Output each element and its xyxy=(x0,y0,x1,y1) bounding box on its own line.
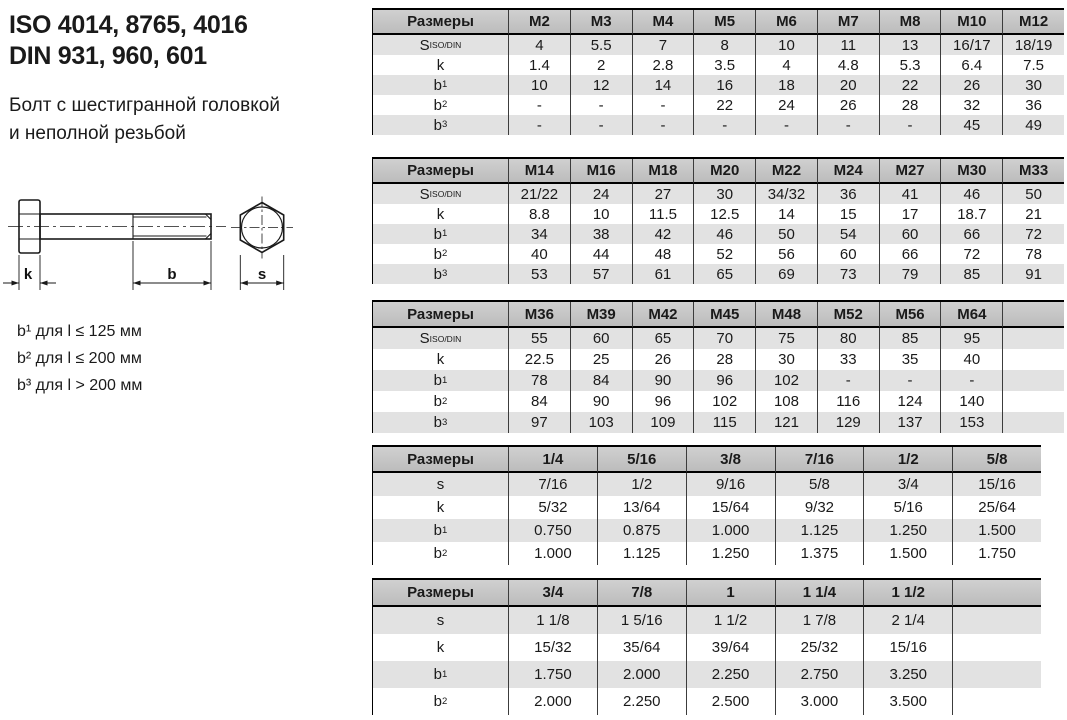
table-corner-header: Размеры xyxy=(373,580,508,607)
cell: 5/32 xyxy=(508,496,597,519)
table-corner-header: Размеры xyxy=(373,10,508,35)
cell: 42 xyxy=(632,224,694,244)
row-label: S ISO/DIN xyxy=(373,184,508,204)
cell: 60 xyxy=(879,224,941,244)
row-label: b 3 xyxy=(373,264,508,284)
cell: 40 xyxy=(940,349,1002,370)
cell: 137 xyxy=(879,412,941,433)
row-label: b 2 xyxy=(373,542,508,565)
footnotes xyxy=(17,318,142,399)
row-label: s xyxy=(373,607,508,634)
cell: 129 xyxy=(817,412,879,433)
cell: 116 xyxy=(817,391,879,412)
cell: 65 xyxy=(693,264,755,284)
cell xyxy=(1002,349,1064,370)
table-metric-m2-m12 xyxy=(372,8,1064,135)
cell: 15/16 xyxy=(952,473,1041,496)
cell: 108 xyxy=(755,391,817,412)
subtitle-line-2: и неполной резьбой xyxy=(9,123,186,144)
dim-b-label: b xyxy=(167,266,177,283)
cell: 52 xyxy=(693,244,755,264)
cell xyxy=(1002,391,1064,412)
row-label: k xyxy=(373,496,508,519)
column-header xyxy=(1002,302,1064,328)
row-label: b 1 xyxy=(373,75,508,95)
dim-k-label: k xyxy=(23,266,33,283)
cell: - xyxy=(632,95,694,115)
column-header: M18 xyxy=(632,159,694,184)
cell: 36 xyxy=(1002,95,1064,115)
table-imperial-threequarter-to-oneandhalf xyxy=(372,578,1041,715)
row-label: b 3 xyxy=(373,115,508,135)
cell: 84 xyxy=(508,391,570,412)
cell: 3.000 xyxy=(775,688,864,715)
cell xyxy=(1002,370,1064,391)
row-label: s xyxy=(373,473,508,496)
cell: 95 xyxy=(940,328,1002,349)
cell: 53 xyxy=(508,264,570,284)
row-label: b 1 xyxy=(373,661,508,688)
cell: 8.8 xyxy=(508,204,570,224)
cell: 80 xyxy=(817,328,879,349)
cell: 65 xyxy=(632,328,694,349)
column-header: M22 xyxy=(755,159,817,184)
cell: 54 xyxy=(817,224,879,244)
column-header: M56 xyxy=(879,302,941,328)
table-metric-m14-m33 xyxy=(372,157,1064,284)
cell: 33 xyxy=(817,349,879,370)
table-corner-header: Размеры xyxy=(373,447,508,473)
column-header: M48 xyxy=(755,302,817,328)
column-header: M3 xyxy=(570,10,632,35)
cell: 56 xyxy=(755,244,817,264)
cell: 1.500 xyxy=(863,542,952,565)
cell: 40 xyxy=(508,244,570,264)
cell: 91 xyxy=(1002,264,1064,284)
footnote-b3: b³ для l > 200 мм xyxy=(17,377,143,394)
title-din: DIN 931, 960, 601 xyxy=(9,42,207,70)
cell: 18/19 xyxy=(1002,35,1064,55)
cell: 1.4 xyxy=(508,55,570,75)
cell: 7 xyxy=(632,35,694,55)
cell: 15 xyxy=(817,204,879,224)
cell xyxy=(952,607,1041,634)
cell: - xyxy=(508,115,570,135)
cell: - xyxy=(940,370,1002,391)
cell: 1.500 xyxy=(952,519,1041,542)
column-header: M8 xyxy=(879,10,941,35)
cell: 66 xyxy=(879,244,941,264)
row-label: k xyxy=(373,204,508,224)
cell: 22.5 xyxy=(508,349,570,370)
cell: 97 xyxy=(508,412,570,433)
cell: 6.4 xyxy=(940,55,1002,75)
cell: 8 xyxy=(693,35,755,55)
cell: 45 xyxy=(940,115,1002,135)
cell: 75 xyxy=(755,328,817,349)
cell: 103 xyxy=(570,412,632,433)
footnote-b1: b¹ для l ≤ 125 мм xyxy=(17,323,142,340)
cell: 1.125 xyxy=(775,519,864,542)
column-header: 5/8 xyxy=(952,447,1041,473)
cell: 0.750 xyxy=(508,519,597,542)
cell: 28 xyxy=(879,95,941,115)
column-header: 5/16 xyxy=(597,447,686,473)
column-header: M39 xyxy=(570,302,632,328)
cell: 1.000 xyxy=(508,542,597,565)
footnote-b2: b² для l ≤ 200 мм xyxy=(17,350,142,367)
cell: 11.5 xyxy=(632,204,694,224)
cell: - xyxy=(755,115,817,135)
cell: 7.5 xyxy=(1002,55,1064,75)
cell: 78 xyxy=(1002,244,1064,264)
cell: 36 xyxy=(817,184,879,204)
cell: 38 xyxy=(570,224,632,244)
row-label: k xyxy=(373,55,508,75)
cell: 15/32 xyxy=(508,634,597,661)
row-label: S ISO/DIN xyxy=(373,35,508,55)
cell: 16/17 xyxy=(940,35,1002,55)
column-header: M10 xyxy=(940,10,1002,35)
cell: 1.375 xyxy=(775,542,864,565)
cell: 96 xyxy=(693,370,755,391)
column-header: M36 xyxy=(508,302,570,328)
cell: 25/64 xyxy=(952,496,1041,519)
column-header: 7/16 xyxy=(775,447,864,473)
row-label: b 1 xyxy=(373,224,508,244)
cell: 21 xyxy=(1002,204,1064,224)
cell: 50 xyxy=(755,224,817,244)
cell: 2 xyxy=(570,55,632,75)
column-header: M45 xyxy=(693,302,755,328)
cell: 1 1/2 xyxy=(686,607,775,634)
column-header xyxy=(952,580,1041,607)
cell: 5.3 xyxy=(879,55,941,75)
cell: 1.250 xyxy=(863,519,952,542)
cell: 72 xyxy=(1002,224,1064,244)
cell: 3.500 xyxy=(863,688,952,715)
cell: 90 xyxy=(632,370,694,391)
cell: 72 xyxy=(940,244,1002,264)
column-header: 3/8 xyxy=(686,447,775,473)
cell: 20 xyxy=(817,75,879,95)
column-header: 1/2 xyxy=(863,447,952,473)
cell: 17 xyxy=(879,204,941,224)
table-corner-header: Размеры xyxy=(373,302,508,328)
cell: 153 xyxy=(940,412,1002,433)
cell: 5.5 xyxy=(570,35,632,55)
cell: 10 xyxy=(570,204,632,224)
cell: 15/64 xyxy=(686,496,775,519)
cell: 3.5 xyxy=(693,55,755,75)
cell: 3/4 xyxy=(863,473,952,496)
cell: 2.500 xyxy=(686,688,775,715)
cell: 26 xyxy=(940,75,1002,95)
cell: 24 xyxy=(755,95,817,115)
cell: 55 xyxy=(508,328,570,349)
cell: 50 xyxy=(1002,184,1064,204)
column-header: M12 xyxy=(1002,10,1064,35)
row-label: b 1 xyxy=(373,370,508,391)
cell: 2.000 xyxy=(597,661,686,688)
column-header: M2 xyxy=(508,10,570,35)
column-header: M20 xyxy=(693,159,755,184)
cell: 90 xyxy=(570,391,632,412)
cell: 28 xyxy=(693,349,755,370)
cell: 79 xyxy=(879,264,941,284)
cell: 66 xyxy=(940,224,1002,244)
cell: 85 xyxy=(940,264,1002,284)
row-label: b 2 xyxy=(373,391,508,412)
column-header: 1/4 xyxy=(508,447,597,473)
cell: 60 xyxy=(817,244,879,264)
cell: 102 xyxy=(693,391,755,412)
bolt-end-view xyxy=(231,197,293,259)
cell: 124 xyxy=(879,391,941,412)
cell: 12.5 xyxy=(693,204,755,224)
cell: 16 xyxy=(693,75,755,95)
column-header: M4 xyxy=(632,10,694,35)
row-label: b 1 xyxy=(373,519,508,542)
cell xyxy=(952,688,1041,715)
cell: 13/64 xyxy=(597,496,686,519)
row-label: k xyxy=(373,634,508,661)
cell: 2.000 xyxy=(508,688,597,715)
column-header: M5 xyxy=(693,10,755,35)
row-label: b 2 xyxy=(373,688,508,715)
cell: 4 xyxy=(508,35,570,55)
column-header: M16 xyxy=(570,159,632,184)
cell: 1.750 xyxy=(508,661,597,688)
cell: 30 xyxy=(1002,75,1064,95)
cell: 32 xyxy=(940,95,1002,115)
cell: 4 xyxy=(755,55,817,75)
cell: 13 xyxy=(879,35,941,55)
cell: 5/8 xyxy=(775,473,864,496)
cell: 73 xyxy=(817,264,879,284)
cell: - xyxy=(817,115,879,135)
cell: - xyxy=(879,115,941,135)
cell: 85 xyxy=(879,328,941,349)
cell: 24 xyxy=(570,184,632,204)
cell: 11 xyxy=(817,35,879,55)
cell: 1.000 xyxy=(686,519,775,542)
table-corner-header: Размеры xyxy=(373,159,508,184)
cell: 46 xyxy=(693,224,755,244)
cell: 7/16 xyxy=(508,473,597,496)
cell: - xyxy=(879,370,941,391)
cell: 61 xyxy=(632,264,694,284)
cell: 35 xyxy=(879,349,941,370)
column-header: M6 xyxy=(755,10,817,35)
column-header: 7/8 xyxy=(597,580,686,607)
cell: 22 xyxy=(693,95,755,115)
cell: 70 xyxy=(693,328,755,349)
cell: 9/32 xyxy=(775,496,864,519)
table-imperial-quarter-to-fiveeighths xyxy=(372,445,1041,565)
cell: 21/22 xyxy=(508,184,570,204)
table-metric-m36-m64 xyxy=(372,300,1064,433)
cell: 41 xyxy=(879,184,941,204)
cell: - xyxy=(508,95,570,115)
cell: 1.750 xyxy=(952,542,1041,565)
cell: 109 xyxy=(632,412,694,433)
cell: 4.8 xyxy=(817,55,879,75)
cell: 102 xyxy=(755,370,817,391)
column-header: 1 xyxy=(686,580,775,607)
column-header: M24 xyxy=(817,159,879,184)
column-header: M52 xyxy=(817,302,879,328)
column-header: M42 xyxy=(632,302,694,328)
cell: 34 xyxy=(508,224,570,244)
row-label: b 3 xyxy=(373,412,508,433)
cell xyxy=(952,634,1041,661)
cell: 9/16 xyxy=(686,473,775,496)
cell: 14 xyxy=(632,75,694,95)
cell: 96 xyxy=(632,391,694,412)
cell: 3.250 xyxy=(863,661,952,688)
row-label: b 2 xyxy=(373,244,508,264)
cell: 25 xyxy=(570,349,632,370)
cell xyxy=(952,661,1041,688)
cell: 44 xyxy=(570,244,632,264)
cell: 57 xyxy=(570,264,632,284)
cell: 1/2 xyxy=(597,473,686,496)
cell: 49 xyxy=(1002,115,1064,135)
cell: 34/32 xyxy=(755,184,817,204)
cell: 10 xyxy=(755,35,817,55)
column-header: M27 xyxy=(879,159,941,184)
column-header: M30 xyxy=(940,159,1002,184)
cell: - xyxy=(570,95,632,115)
cell: 15/16 xyxy=(863,634,952,661)
column-header: 3/4 xyxy=(508,580,597,607)
cell: 2.250 xyxy=(597,688,686,715)
cell: 18.7 xyxy=(940,204,1002,224)
cell: 22 xyxy=(879,75,941,95)
cell: 84 xyxy=(570,370,632,391)
cell: 0.875 xyxy=(597,519,686,542)
cell: - xyxy=(693,115,755,135)
cell: 5/16 xyxy=(863,496,952,519)
column-header: M14 xyxy=(508,159,570,184)
cell: 69 xyxy=(755,264,817,284)
cell xyxy=(1002,412,1064,433)
row-label: S ISO/DIN xyxy=(373,328,508,349)
cell: 60 xyxy=(570,328,632,349)
cell: 30 xyxy=(755,349,817,370)
cell: 10 xyxy=(508,75,570,95)
cell: 115 xyxy=(693,412,755,433)
cell: 25/32 xyxy=(775,634,864,661)
subtitle-line-1: Болт с шестигранной головкой xyxy=(9,95,280,116)
cell: 1 1/8 xyxy=(508,607,597,634)
cell: 12 xyxy=(570,75,632,95)
cell: 14 xyxy=(755,204,817,224)
cell: 26 xyxy=(817,95,879,115)
bolt-technical-drawing xyxy=(0,193,335,305)
cell: 1.250 xyxy=(686,542,775,565)
cell: 46 xyxy=(940,184,1002,204)
cell: - xyxy=(817,370,879,391)
cell: 2 1/4 xyxy=(863,607,952,634)
cell: - xyxy=(632,115,694,135)
cell: 18 xyxy=(755,75,817,95)
cell: 121 xyxy=(755,412,817,433)
cell: 30 xyxy=(693,184,755,204)
cell: 48 xyxy=(632,244,694,264)
column-header: M7 xyxy=(817,10,879,35)
cell: 78 xyxy=(508,370,570,391)
row-label: b 2 xyxy=(373,95,508,115)
column-header: 1 1/2 xyxy=(863,580,952,607)
column-header: 1 1/4 xyxy=(775,580,864,607)
cell: - xyxy=(570,115,632,135)
cell: 1.125 xyxy=(597,542,686,565)
cell: 1 7/8 xyxy=(775,607,864,634)
column-header: M64 xyxy=(940,302,1002,328)
row-label: k xyxy=(373,349,508,370)
cell: 140 xyxy=(940,391,1002,412)
cell xyxy=(1002,328,1064,349)
cell: 2.750 xyxy=(775,661,864,688)
cell: 1 5/16 xyxy=(597,607,686,634)
cell: 2.8 xyxy=(632,55,694,75)
dim-s-label: s xyxy=(257,266,267,283)
cell: 2.250 xyxy=(686,661,775,688)
cell: 27 xyxy=(632,184,694,204)
title-iso: ISO 4014, 8765, 4016 xyxy=(9,11,248,39)
column-header: M33 xyxy=(1002,159,1064,184)
document-title xyxy=(9,10,248,72)
document-subtitle xyxy=(9,92,280,148)
cell: 39/64 xyxy=(686,634,775,661)
cell: 26 xyxy=(632,349,694,370)
cell: 35/64 xyxy=(597,634,686,661)
